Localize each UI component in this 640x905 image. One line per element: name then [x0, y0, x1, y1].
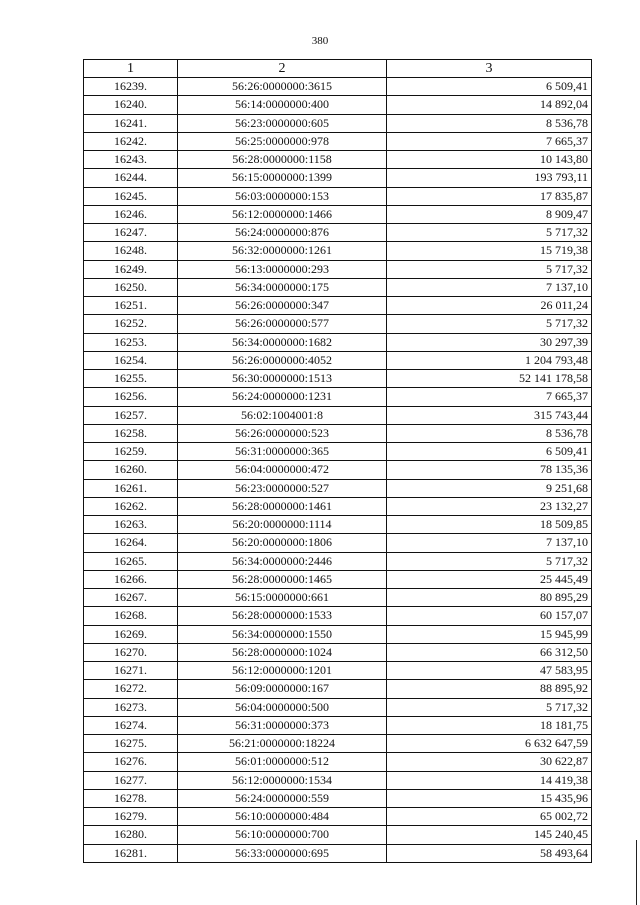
- table-header-row: [84, 60, 592, 78]
- table-body: [84, 78, 592, 863]
- row-number-cell: 16256.: [84, 388, 178, 406]
- amount-cell: 58 493,64: [387, 844, 592, 862]
- amount-cell: 30 297,39: [387, 333, 592, 351]
- cadastral-number-cell: 56:28:0000000:1024: [178, 643, 387, 661]
- row-number-cell: 16270.: [84, 643, 178, 661]
- column-header-3: 3: [387, 60, 592, 78]
- row-number-cell: 16261.: [84, 479, 178, 497]
- table-row: [84, 278, 592, 296]
- row-number-cell: 16246.: [84, 205, 178, 223]
- amount-cell: 10 143,80: [387, 151, 592, 169]
- amount-cell: 25 445,49: [387, 570, 592, 588]
- table-row: [84, 808, 592, 826]
- cadastral-number-cell: 56:21:0000000:18224: [178, 735, 387, 753]
- table-row: [84, 771, 592, 789]
- cadastral-number-cell: 56:26:0000000:347: [178, 297, 387, 315]
- cadastral-number-cell: 56:10:0000000:700: [178, 826, 387, 844]
- table-row: [84, 534, 592, 552]
- amount-cell: 145 240,45: [387, 826, 592, 844]
- cadastral-number-cell: 56:26:0000000:577: [178, 315, 387, 333]
- amount-cell: 1 204 793,48: [387, 351, 592, 369]
- amount-cell: 30 622,87: [387, 753, 592, 771]
- table-row: [84, 205, 592, 223]
- table-row: [84, 698, 592, 716]
- cadastral-number-cell: 56:15:0000000:661: [178, 589, 387, 607]
- cadastral-number-cell: 56:04:0000000:472: [178, 461, 387, 479]
- row-number-cell: 16249.: [84, 260, 178, 278]
- cadastral-number-cell: 56:12:0000000:1466: [178, 205, 387, 223]
- amount-cell: 7 665,37: [387, 132, 592, 150]
- row-number-cell: 16280.: [84, 826, 178, 844]
- cadastral-number-cell: 56:03:0000000:153: [178, 187, 387, 205]
- row-number-cell: 16276.: [84, 753, 178, 771]
- cadastral-number-cell: 56:15:0000000:1399: [178, 169, 387, 187]
- amount-cell: 14 892,04: [387, 96, 592, 114]
- cadastral-number-cell: 56:13:0000000:293: [178, 260, 387, 278]
- row-number-cell: 16264.: [84, 534, 178, 552]
- data-table: [83, 59, 592, 863]
- table-row: [84, 716, 592, 734]
- amount-cell: 8 536,78: [387, 114, 592, 132]
- amount-cell: 15 435,96: [387, 789, 592, 807]
- cadastral-number-cell: 56:09:0000000:167: [178, 680, 387, 698]
- amount-cell: 6 632 647,59: [387, 735, 592, 753]
- row-number-cell: 16278.: [84, 789, 178, 807]
- row-number-cell: 16266.: [84, 570, 178, 588]
- amount-cell: 8 536,78: [387, 424, 592, 442]
- row-number-cell: 16274.: [84, 716, 178, 734]
- row-number-cell: 16265.: [84, 552, 178, 570]
- cadastral-number-cell: 56:31:0000000:365: [178, 443, 387, 461]
- amount-cell: 80 895,29: [387, 589, 592, 607]
- column-header-2: 2: [178, 60, 387, 78]
- table-row: [84, 242, 592, 260]
- row-number-cell: 16275.: [84, 735, 178, 753]
- cadastral-number-cell: 56:12:0000000:1201: [178, 662, 387, 680]
- cadastral-number-cell: 56:28:0000000:1461: [178, 497, 387, 515]
- cadastral-number-cell: 56:14:0000000:400: [178, 96, 387, 114]
- amount-cell: 315 743,44: [387, 406, 592, 424]
- amount-cell: 15 945,99: [387, 625, 592, 643]
- table-row: [84, 96, 592, 114]
- table-row: [84, 351, 592, 369]
- row-number-cell: 16247.: [84, 224, 178, 242]
- row-number-cell: 16245.: [84, 187, 178, 205]
- cadastral-number-cell: 56:20:0000000:1114: [178, 516, 387, 534]
- table-row: [84, 260, 592, 278]
- row-number-cell: 16279.: [84, 808, 178, 826]
- amount-cell: 5 717,32: [387, 260, 592, 278]
- amount-cell: 9 251,68: [387, 479, 592, 497]
- row-number-cell: 16255.: [84, 370, 178, 388]
- cadastral-number-cell: 56:28:0000000:1158: [178, 151, 387, 169]
- row-number-cell: 16257.: [84, 406, 178, 424]
- row-number-cell: 16267.: [84, 589, 178, 607]
- amount-cell: 8 909,47: [387, 205, 592, 223]
- row-number-cell: 16254.: [84, 351, 178, 369]
- table-row: [84, 370, 592, 388]
- cadastral-number-cell: 56:01:0000000:512: [178, 753, 387, 771]
- row-number-cell: 16273.: [84, 698, 178, 716]
- cadastral-number-cell: 56:31:0000000:373: [178, 716, 387, 734]
- cadastral-number-cell: 56:26:0000000:3615: [178, 78, 387, 96]
- row-number-cell: 16262.: [84, 497, 178, 515]
- amount-cell: 26 011,24: [387, 297, 592, 315]
- table-row: [84, 78, 592, 96]
- table-row: [84, 735, 592, 753]
- amount-cell: 6 509,41: [387, 443, 592, 461]
- cadastral-number-cell: 56:26:0000000:4052: [178, 351, 387, 369]
- page-number: 380: [311, 35, 329, 47]
- cadastral-number-cell: 56:32:0000000:1261: [178, 242, 387, 260]
- row-number-cell: 16260.: [84, 461, 178, 479]
- table-row: [84, 132, 592, 150]
- amount-cell: 193 793,11: [387, 169, 592, 187]
- table-row: [84, 680, 592, 698]
- row-number-cell: 16240.: [84, 96, 178, 114]
- amount-cell: 7 665,37: [387, 388, 592, 406]
- cadastral-number-cell: 56:28:0000000:1465: [178, 570, 387, 588]
- cadastral-number-cell: 56:34:0000000:1550: [178, 625, 387, 643]
- row-number-cell: 16241.: [84, 114, 178, 132]
- cadastral-number-cell: 56:30:0000000:1513: [178, 370, 387, 388]
- cadastral-number-cell: 56:23:0000000:527: [178, 479, 387, 497]
- cadastral-number-cell: 56:33:0000000:695: [178, 844, 387, 862]
- table-row: [84, 826, 592, 844]
- table-row: [84, 169, 592, 187]
- cadastral-number-cell: 56:02:1004001:8: [178, 406, 387, 424]
- row-number-cell: 16242.: [84, 132, 178, 150]
- amount-cell: 15 719,38: [387, 242, 592, 260]
- amount-cell: 17 835,87: [387, 187, 592, 205]
- cadastral-number-cell: 56:26:0000000:523: [178, 424, 387, 442]
- amount-cell: 18 509,85: [387, 516, 592, 534]
- cadastral-number-cell: 56:24:0000000:876: [178, 224, 387, 242]
- cadastral-number-cell: 56:23:0000000:605: [178, 114, 387, 132]
- table-row: [84, 516, 592, 534]
- cadastral-number-cell: 56:10:0000000:484: [178, 808, 387, 826]
- row-number-cell: 16250.: [84, 278, 178, 296]
- amount-cell: 78 135,36: [387, 461, 592, 479]
- row-number-cell: 16263.: [84, 516, 178, 534]
- table-row: [84, 552, 592, 570]
- table-row: [84, 479, 592, 497]
- table-row: [84, 662, 592, 680]
- cadastral-number-cell: 56:20:0000000:1806: [178, 534, 387, 552]
- amount-cell: 60 157,07: [387, 607, 592, 625]
- amount-cell: 6 509,41: [387, 78, 592, 96]
- row-number-cell: 16271.: [84, 662, 178, 680]
- table-row: [84, 625, 592, 643]
- cadastral-number-cell: 56:34:0000000:175: [178, 278, 387, 296]
- row-number-cell: 16252.: [84, 315, 178, 333]
- amount-cell: 23 132,27: [387, 497, 592, 515]
- amount-cell: 47 583,95: [387, 662, 592, 680]
- column-header-1: 1: [84, 60, 178, 78]
- amount-cell: 5 717,32: [387, 315, 592, 333]
- cadastral-number-cell: 56:12:0000000:1534: [178, 771, 387, 789]
- table-row: [84, 297, 592, 315]
- table-row: [84, 789, 592, 807]
- cadastral-number-cell: 56:04:0000000:500: [178, 698, 387, 716]
- table-row: [84, 753, 592, 771]
- table-row: [84, 844, 592, 862]
- table-row: [84, 224, 592, 242]
- amount-cell: 7 137,10: [387, 278, 592, 296]
- table-row: [84, 643, 592, 661]
- table-row: [84, 461, 592, 479]
- amount-cell: 5 717,32: [387, 552, 592, 570]
- table-row: [84, 570, 592, 588]
- row-number-cell: 16272.: [84, 680, 178, 698]
- amount-cell: 5 717,32: [387, 224, 592, 242]
- cadastral-number-cell: 56:34:0000000:1682: [178, 333, 387, 351]
- table-row: [84, 151, 592, 169]
- amount-cell: 65 002,72: [387, 808, 592, 826]
- table-row: [84, 187, 592, 205]
- amount-cell: 5 717,32: [387, 698, 592, 716]
- amount-cell: 52 141 178,58: [387, 370, 592, 388]
- amount-cell: 14 419,38: [387, 771, 592, 789]
- table-row: [84, 315, 592, 333]
- amount-cell: 18 181,75: [387, 716, 592, 734]
- cadastral-number-cell: 56:28:0000000:1533: [178, 607, 387, 625]
- amount-cell: 66 312,50: [387, 643, 592, 661]
- row-number-cell: 16243.: [84, 151, 178, 169]
- table-row: [84, 497, 592, 515]
- row-number-cell: 16281.: [84, 844, 178, 862]
- amount-cell: 88 895,92: [387, 680, 592, 698]
- cadastral-number-cell: 56:25:0000000:978: [178, 132, 387, 150]
- table-row: [84, 406, 592, 424]
- row-number-cell: 16277.: [84, 771, 178, 789]
- table-row: [84, 388, 592, 406]
- row-number-cell: 16248.: [84, 242, 178, 260]
- row-number-cell: 16268.: [84, 607, 178, 625]
- row-number-cell: 16253.: [84, 333, 178, 351]
- amount-cell: 7 137,10: [387, 534, 592, 552]
- page-edge-line: [636, 840, 637, 905]
- row-number-cell: 16251.: [84, 297, 178, 315]
- cadastral-number-cell: 56:24:0000000:1231: [178, 388, 387, 406]
- row-number-cell: 16269.: [84, 625, 178, 643]
- row-number-cell: 16258.: [84, 424, 178, 442]
- table-row: [84, 424, 592, 442]
- table-row: [84, 333, 592, 351]
- table-row: [84, 114, 592, 132]
- table-row: [84, 607, 592, 625]
- table-row: [84, 443, 592, 461]
- row-number-cell: 16259.: [84, 443, 178, 461]
- cadastral-number-cell: 56:24:0000000:559: [178, 789, 387, 807]
- row-number-cell: 16239.: [84, 78, 178, 96]
- row-number-cell: 16244.: [84, 169, 178, 187]
- cadastral-number-cell: 56:34:0000000:2446: [178, 552, 387, 570]
- table-row: [84, 589, 592, 607]
